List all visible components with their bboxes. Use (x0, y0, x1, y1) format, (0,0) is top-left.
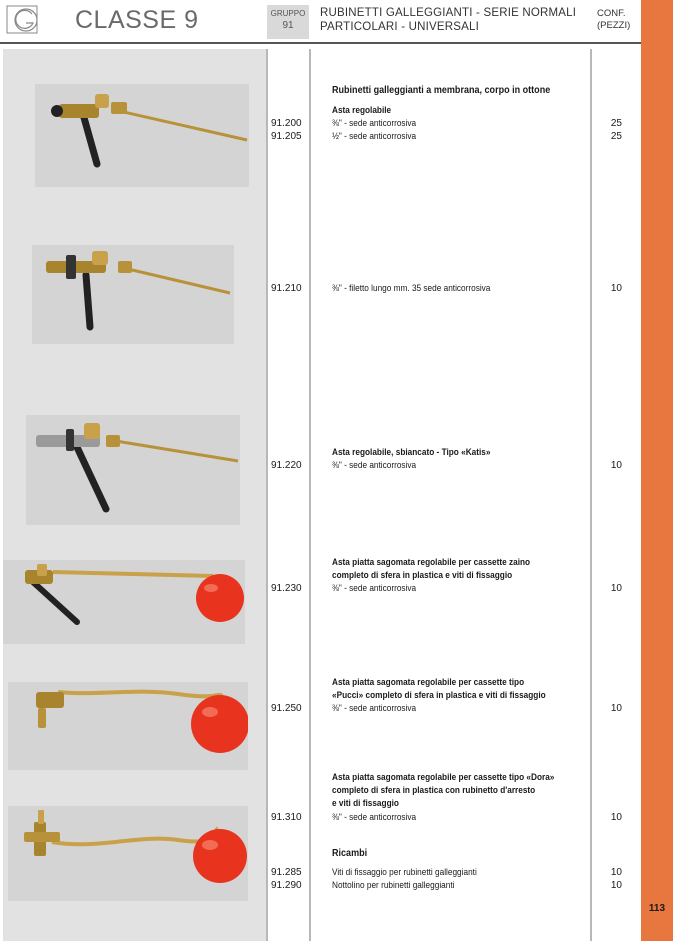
item-description: ⅜" - filetto lungo mm. 35 sede anticorrosiva (332, 283, 491, 294)
company-logo-icon (6, 5, 42, 35)
section-title: Asta regolabile, sbiancato - Tipo «Katis» (332, 447, 491, 458)
section-title: «Pucci» completo di sfera in plastica e viti di fissaggio (332, 690, 546, 701)
page-number: 113 (648, 903, 666, 914)
item-code: 91.310 (271, 812, 302, 823)
column-divider (590, 49, 592, 941)
section-title: Asta piatta sagomata regolabile per cassette tipo (332, 677, 525, 688)
product-photo-91230 (3, 560, 245, 644)
section-subtitle: Asta regolabile (332, 105, 392, 116)
item-code: 91.200 (271, 118, 302, 129)
item-description: Viti di fissaggio per rubinetti galleggianti (332, 867, 477, 878)
item-quantity: 10 (610, 812, 622, 823)
item-quantity: 10 (610, 867, 622, 878)
group-number: 91 (282, 20, 294, 31)
group-label: GRUPPO (270, 9, 306, 18)
item-description: ⅜" - sede anticorrosiva (332, 583, 417, 594)
product-photo-91200 (35, 84, 249, 187)
product-photo-91220 (26, 415, 240, 525)
item-code: 91.210 (271, 283, 302, 294)
item-description: ⅜" - sede anticorrosiva (332, 703, 417, 714)
item-quantity: 10 (610, 283, 622, 294)
item-code: 91.290 (271, 880, 302, 891)
product-photo-91250 (8, 682, 248, 770)
item-code: 91.250 (271, 703, 302, 714)
header-description-line2: PARTICOLARI - UNIVERSALI (320, 21, 480, 33)
item-code: 91.285 (271, 867, 302, 878)
header-description-line1: RUBINETTI GALLEGGIANTI - SERIE NORMALI (320, 7, 577, 19)
column-divider (266, 49, 268, 941)
item-quantity: 10 (610, 880, 622, 891)
group-box (267, 5, 309, 39)
item-description: ⅜" - sede anticorrosiva (332, 118, 417, 129)
item-quantity: 10 (610, 703, 622, 714)
item-quantity: 10 (610, 583, 622, 594)
section-title: Asta piatta sagomata regolabile per cassette zaino (332, 557, 531, 568)
conf-header-line1: CONF. (597, 8, 626, 19)
side-band (641, 0, 673, 941)
item-description: Nottolino per rubinetti galleggianti (332, 880, 455, 891)
product-photo-91310 (8, 806, 248, 901)
section-title: e viti di fissaggio (332, 798, 399, 809)
item-description: ⅜" - sede anticorrosiva (332, 460, 417, 471)
item-description: ⅜" - sede anticorrosiva (332, 812, 417, 823)
item-code: 91.205 (271, 131, 302, 142)
item-quantity: 25 (610, 118, 622, 129)
item-code: 91.230 (271, 583, 302, 594)
item-code: 91.220 (271, 460, 302, 471)
product-photo-91210 (32, 245, 234, 344)
section-title: completo di sfera in plastica e viti di fissaggio (332, 570, 513, 581)
item-description: ½" - sede anticorrosiva (332, 131, 417, 142)
header-description (320, 6, 588, 34)
section-title: Ricambi (332, 847, 368, 859)
header-rule (0, 42, 641, 44)
column-divider (309, 49, 311, 941)
conf-header (597, 8, 637, 32)
conf-header-line2: (PEZZI) (597, 20, 631, 31)
item-quantity: 10 (610, 460, 622, 471)
section-title: Rubinetti galleggianti a membrana, corpo in ottone (332, 84, 551, 96)
section-title: Asta piatta sagomata regolabile per cassette tipo «Dora» (332, 772, 555, 783)
class-title: CLASSE 9 (75, 6, 199, 34)
item-quantity: 25 (610, 131, 622, 142)
section-title: completo di sfera in plastica con rubinetto d'arresto (332, 785, 536, 796)
